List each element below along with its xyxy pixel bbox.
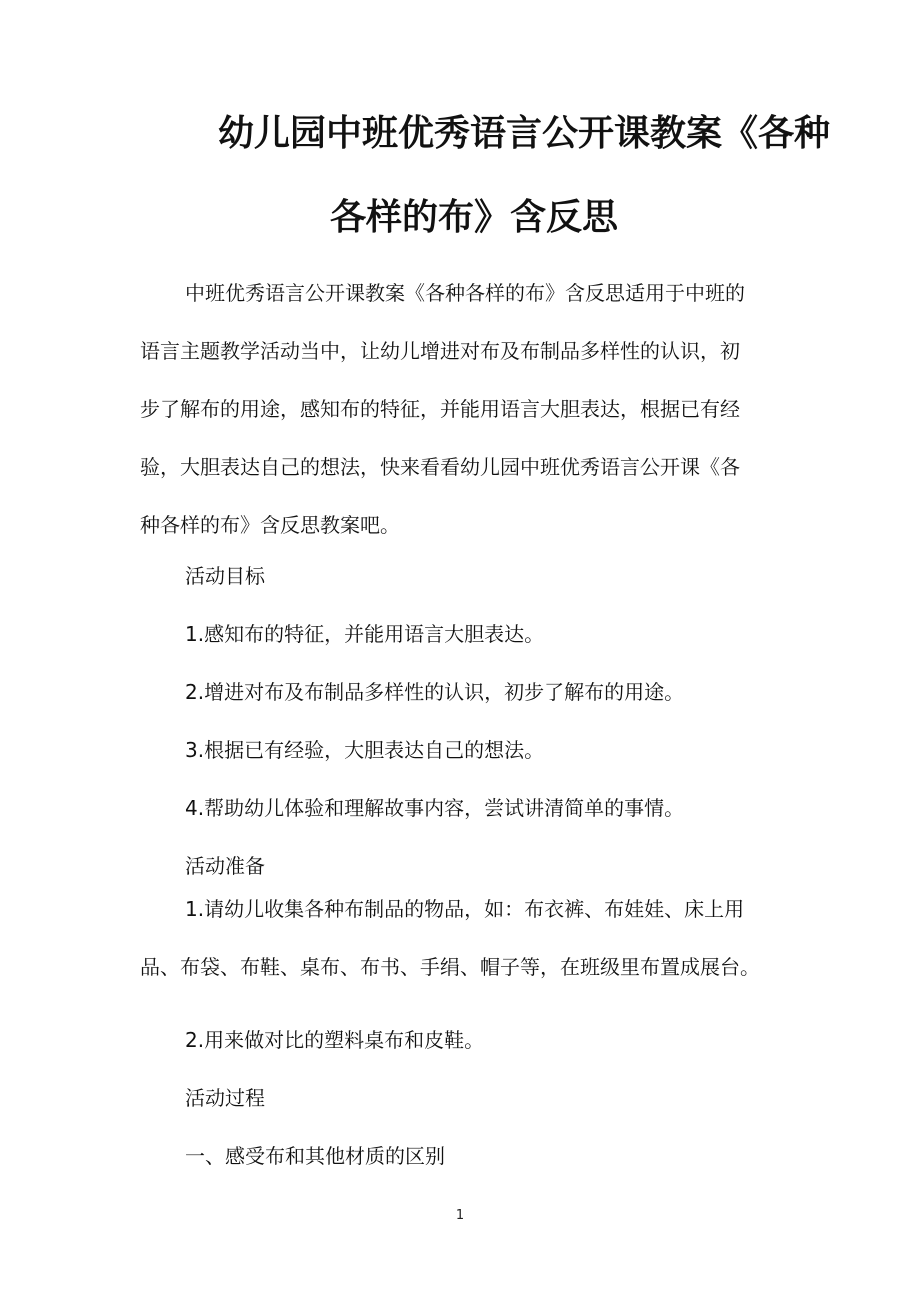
intro-paragraph <box>140 264 745 554</box>
goals-heading: 活动目标 <box>185 564 265 588</box>
goal-item-3: 3.根据已有经验，大胆表达自己的想法。 <box>185 738 545 762</box>
intro-line-4: 验，大胆表达自己的想法，快来看看幼儿园中班优秀语言公开课《各 <box>140 455 740 479</box>
preparation-item-1 <box>140 880 760 996</box>
goal-item-1: 1.感知布的特征，并能用语言大胆表达。 <box>185 622 545 646</box>
document-title-line-1: 幼儿园中班优秀语言公开课教案《各种 <box>218 113 831 154</box>
page-number: 1 <box>455 1208 465 1223</box>
preparation-item-2: 2.用来做对比的塑料桌布和皮鞋。 <box>185 1028 485 1052</box>
preparation-item-1-line-1: 1.请幼儿收集各种布制品的物品，如：布衣裤、布娃娃、床上用 <box>185 897 745 921</box>
intro-line-1: 中班优秀语言公开课教案《各种各样的布》含反思适用于中班的 <box>185 281 745 305</box>
document-title-line-2: 各样的布》含反思 <box>330 197 619 238</box>
process-subheading-1: 一、感受布和其他材质的区别 <box>185 1144 445 1168</box>
preparation-item-1-line-2: 品、布袋、布鞋、桌布、布书、手绢、帽子等，在班级里布置成展台。 <box>140 955 760 979</box>
intro-line-3: 步了解布的用途，感知布的特征，并能用语言大胆表达，根据已有经 <box>140 397 740 421</box>
goal-item-4: 4.帮助幼儿体验和理解故事内容，尝试讲清简单的事情。 <box>185 796 685 820</box>
goal-item-2: 2.增进对布及布制品多样性的认识，初步了解布的用途。 <box>185 680 685 704</box>
intro-line-5: 种各样的布》含反思教案吧。 <box>140 513 400 537</box>
process-heading: 活动过程 <box>185 1086 265 1110</box>
preparation-heading: 活动准备 <box>185 854 265 878</box>
intro-line-2: 语言主题教学活动当中，让幼儿增进对布及布制品多样性的认识，初 <box>140 339 740 363</box>
